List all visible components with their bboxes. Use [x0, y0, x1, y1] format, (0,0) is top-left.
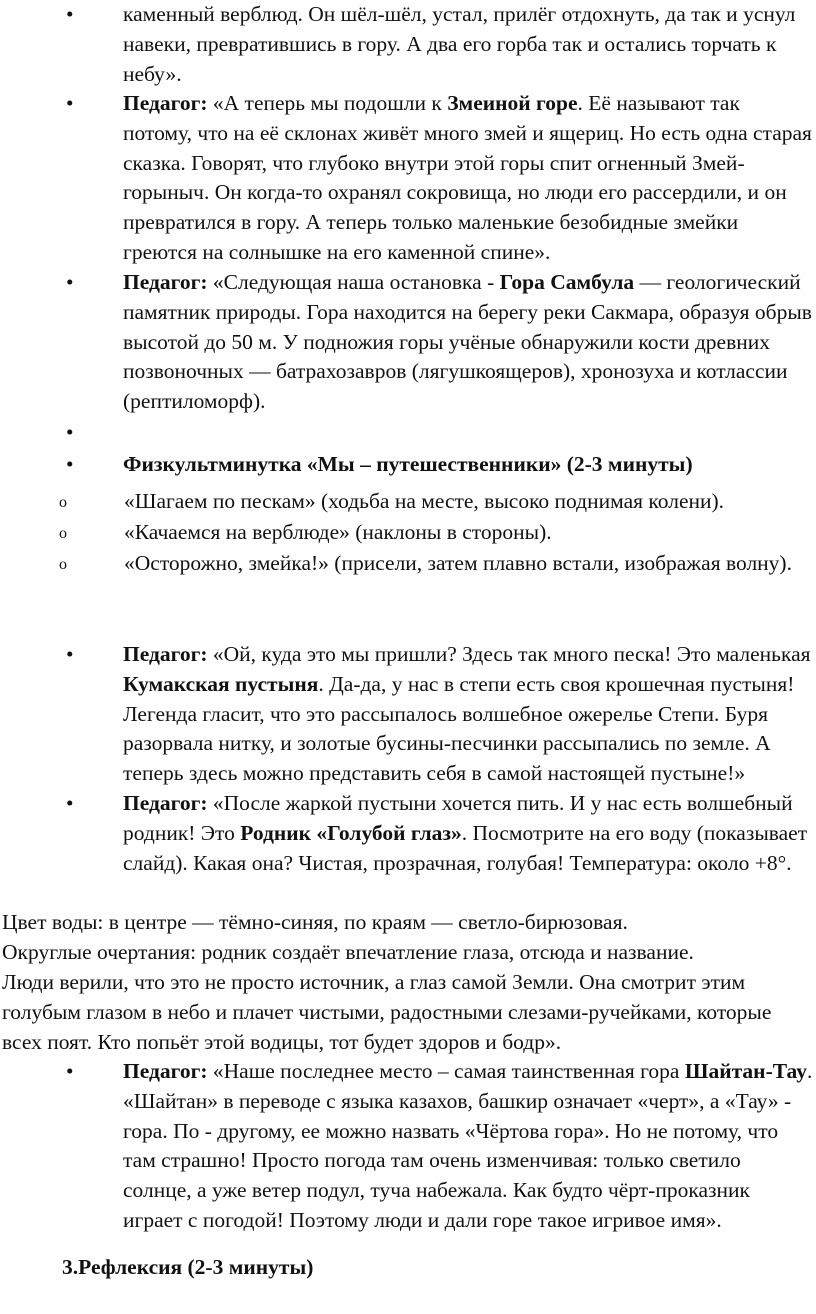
bullet-marker: •	[66, 642, 74, 666]
physmin-title: Физкультминутка «Мы – путешественники» (2-3 минуты)	[123, 452, 693, 476]
paragraph-text: Педагог: «Ой, куда это мы пришли? Здесь так много песка! Это маленькая Кумакская пустыня. Да-да, у нас в степи есть своя крошечная пустыня! Легенда гласит, что это рассыпалось волшебное ожерелье Степи. Буря разорвала нитку, и золотые бусины-песчинки рассыпались по земле. А теперь здесь можно представить себя в самой настоящей пустыне!»	[123, 642, 811, 786]
place-name: Гора Самбула	[499, 270, 635, 294]
paragraph-camel	[2, 0, 814, 89]
place-name: Родник «Голубой глаз»	[240, 820, 462, 845]
place-name: Шайтан-Тау	[684, 1059, 807, 1083]
bullet-marker: •	[66, 2, 74, 26]
paragraph-blue-eye-spring	[2, 789, 814, 878]
paragraph-kumak-desert	[2, 640, 814, 789]
teacher-label: Педагог:	[123, 91, 208, 115]
sub-bullet-marker: o	[59, 494, 67, 511]
paragraph-sambula	[2, 268, 814, 417]
paragraph-text: Педагог: «Наше последнее место – самая таинственная гора Шайтан-Тау. «Шайтан» в переводе с языка казахов, башкир означает «черт», а «Тау» - гора. По - другому, ее можно назвать «Чёртова гора». Но не потому, что там страшно! Просто погода там очень изменчивая: только светило солнце, а уже ветер подул, туча набежала. Как будто чёрт-проказник играет с погодой! Поэтому люди и дали горе такое игривое имя».	[123, 1059, 813, 1232]
teacher-label: Педагог:	[123, 791, 208, 815]
bullet-marker: •	[66, 1059, 74, 1083]
bullet-marker: •	[66, 791, 74, 815]
bullet-marker: •	[66, 91, 74, 115]
sub-bullet-marker: o	[59, 556, 67, 573]
section-heading-reflection: 3.Рефлексия (2-3 минуты)	[62, 1255, 314, 1279]
sub-bullet-marker: o	[59, 525, 67, 542]
teacher-label: Педагог:	[123, 642, 208, 666]
teacher-label: Педагог:	[123, 270, 208, 294]
paragraph-text: Педагог: «После жаркой пустыни хочется пить. И у нас есть волшебный родник! Это Родник «Голубой глаз». Посмотрите на его воду (показывает слайд). Какая она? Чистая, прозрачная, голубая! Температура: около +8°.	[123, 791, 808, 875]
paragraph-physmin	[2, 450, 814, 480]
spring-line: Цвет воды: в центре — тёмно-синяя, по краям — светло-бирюзовая.	[2, 910, 628, 934]
paragraph-text: Педагог: «А теперь мы подошли к Змеиной горе. Её называют так потому, что на её склонах живёт много змей и ящериц. Но есть одна старая сказка. Говорят, что глубоко внутри этой горы спит огненный Змей-горыныч. Он когда-то охранял сокровища, но люди его рассердили, и он превратился в гору. А теперь только маленькие безобидные змейки греются на солнышке на его каменной спине».	[123, 91, 812, 264]
spring-line: Округлые очертания: родник создаёт впечатление глаза, отсюда и название.	[2, 940, 694, 964]
list-item: o «Качаемся на верблюде» (наклоны в стороны).	[0, 518, 816, 548]
bullet-marker: •	[66, 270, 74, 294]
paragraph-text: Педагог: «Следующая наша остановка - Гора Самбула — геологический памятник природы. Гора находится на берегу реки Сакмара, образуя обрыв высотой до 50 м. У подножия горы учёные обнаружили кости древних позвоночных — батрахозавров (лягушкоящеров), хронозуха и котлассии (рептиломорф).	[123, 270, 812, 414]
list-item: o «Шагаем по пескам» (ходьба на месте, высоко поднимая колени).	[0, 487, 816, 517]
paragraph-snake-mountain	[2, 89, 814, 268]
paragraph-shaitan-tau	[2, 1057, 814, 1236]
list-item: o «Осторожно, змейка!» (присели, затем плавно встали, изображая волну).	[0, 549, 816, 579]
place-name: Змеиной горе	[447, 91, 578, 115]
spring-line: Люди верили, что это не просто источник, а глаз самой Земли. Она смотрит этим голубым глазом в небо и плачет чистыми, радостными слезами-ручейками, которые всех поят. Кто попьёт этой водицы, тот будет здоров и бодр».	[2, 970, 772, 1054]
paragraph-empty	[2, 418, 814, 448]
paragraph-text: каменный верблюд. Он шёл-шёл, устал, прилёг отдохнуть, да так и уснул навеки, превратившись в гору. А два его горба так и остались торчать к небу».	[123, 2, 796, 86]
bullet-marker: •	[66, 420, 74, 444]
place-name: Кумакская пустыня	[123, 671, 319, 696]
teacher-label: Педагог:	[123, 1059, 208, 1083]
bullet-marker: •	[66, 452, 74, 476]
